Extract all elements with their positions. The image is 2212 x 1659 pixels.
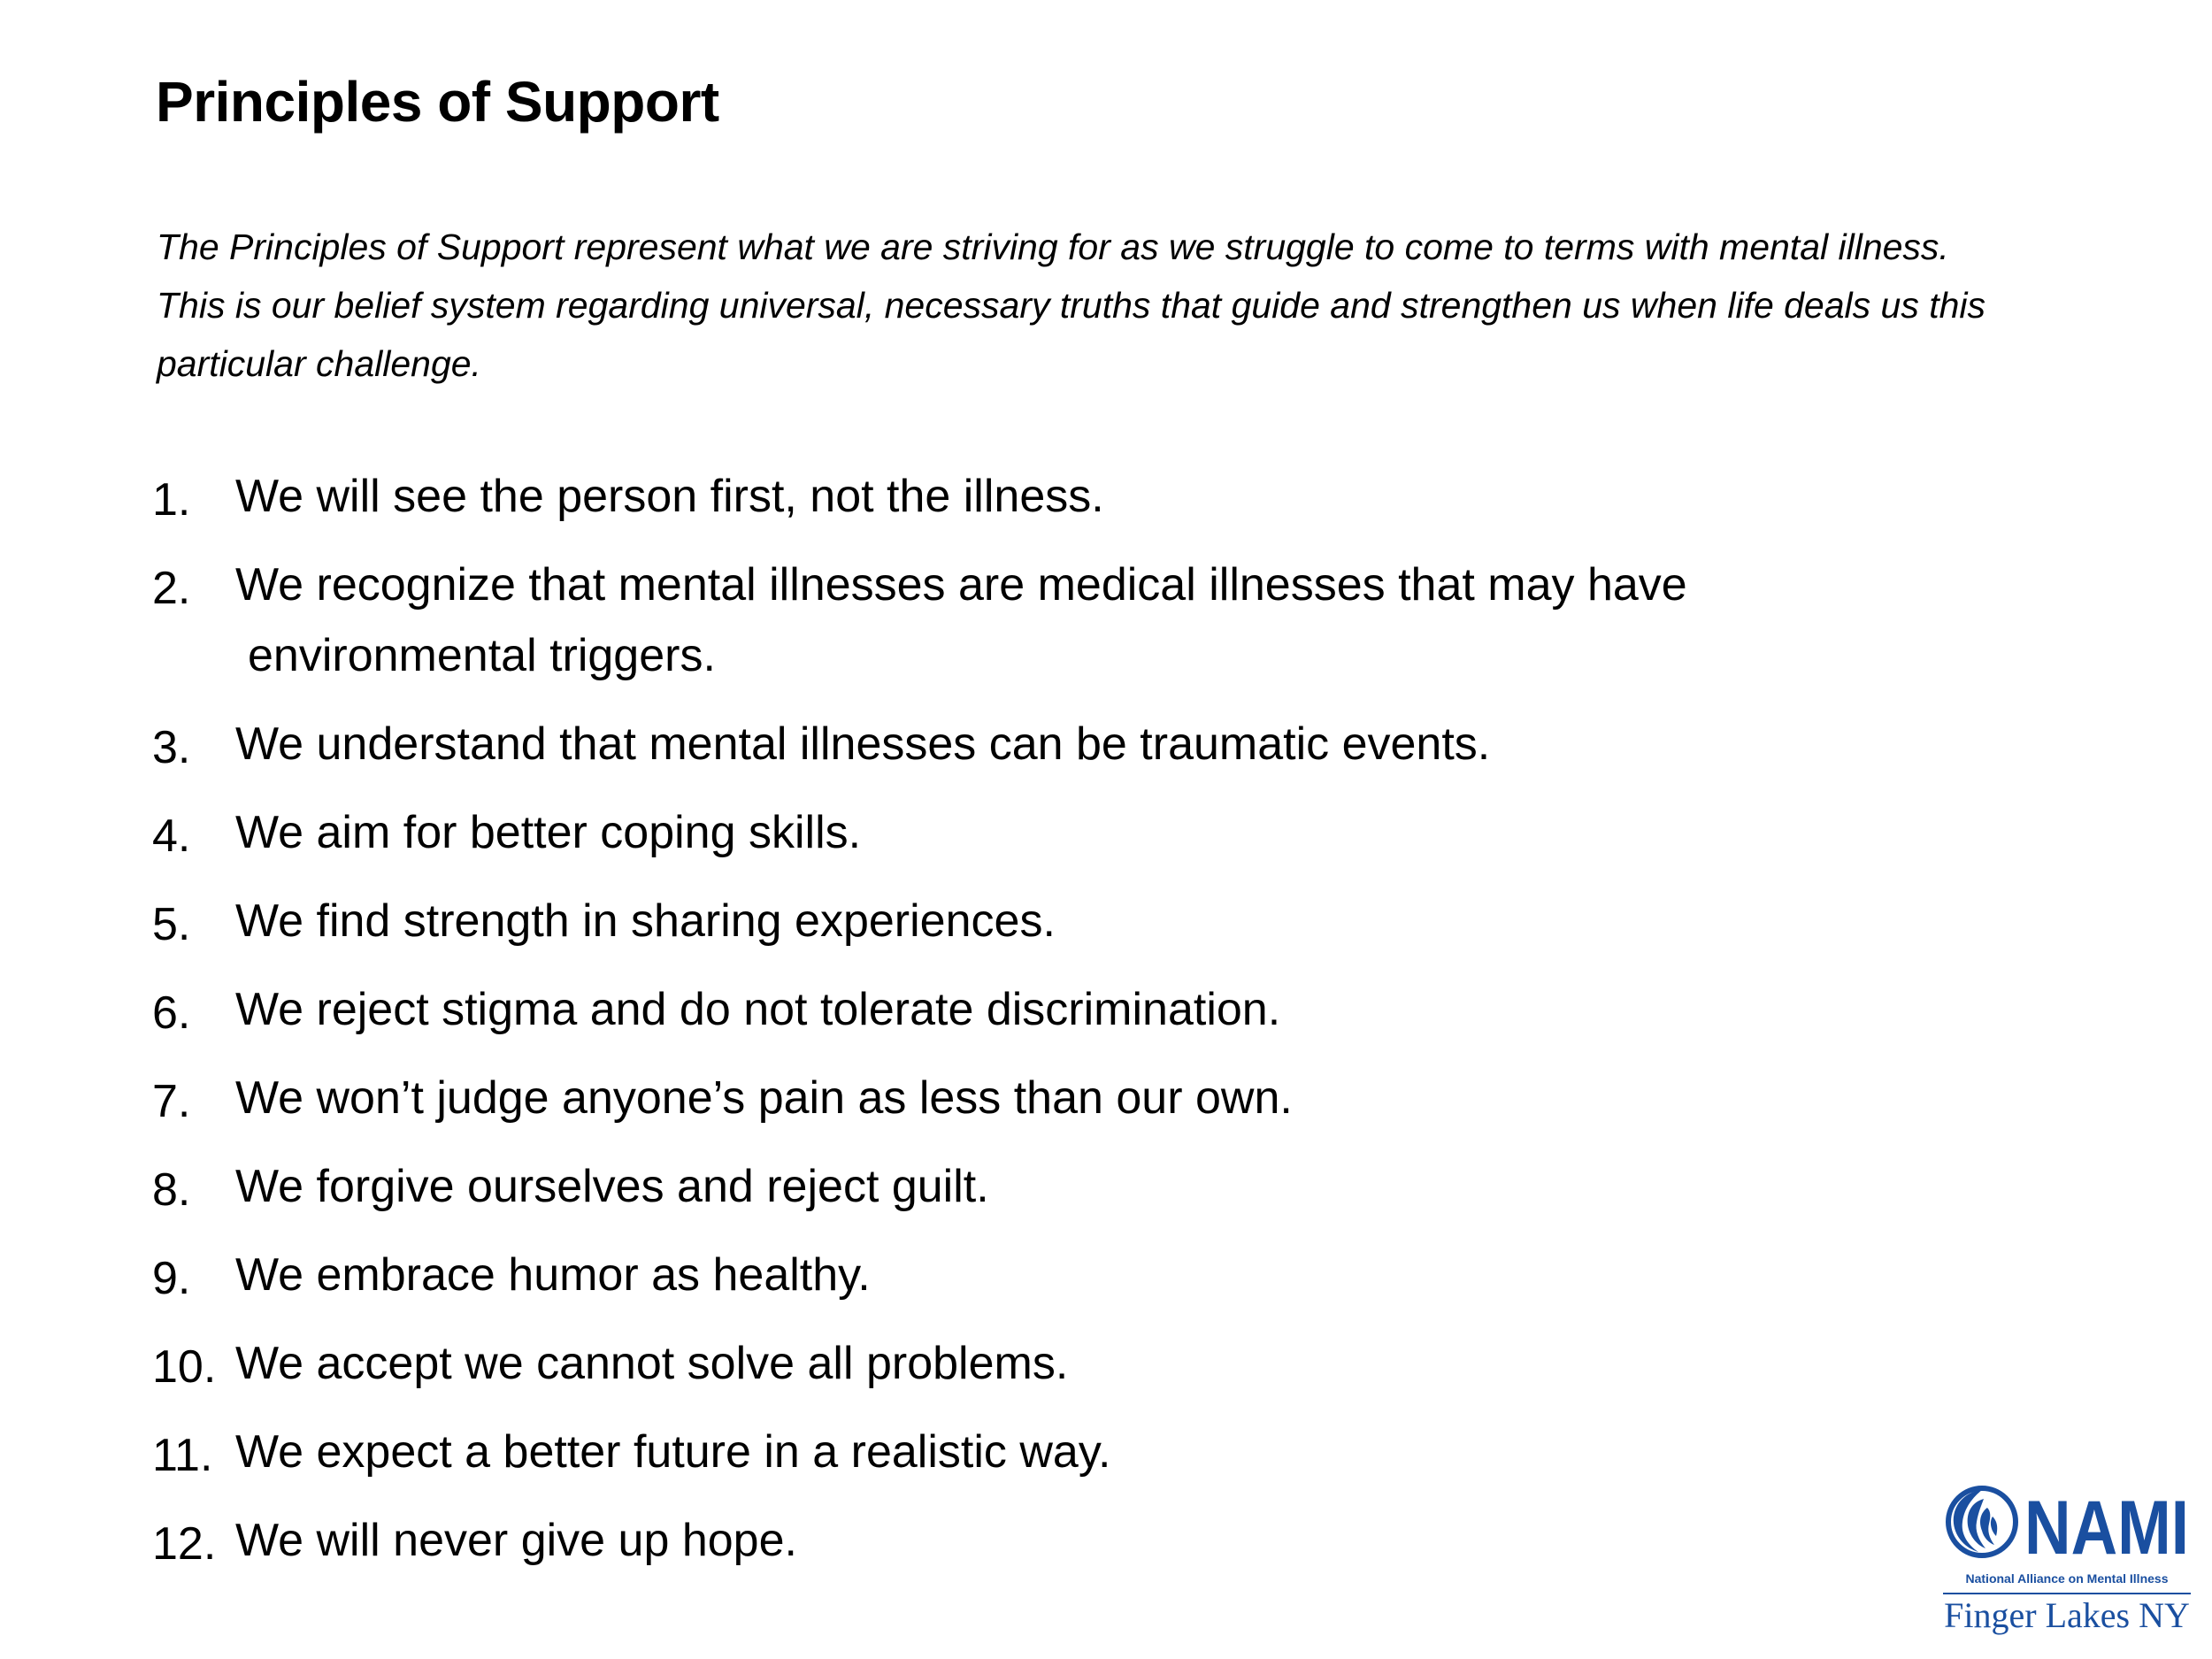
item-number: 1. — [152, 474, 191, 526]
item-number: 8. — [152, 1164, 191, 1216]
item-number: 7. — [152, 1076, 191, 1127]
item-number: 3. — [152, 722, 191, 773]
nami-logo — [1943, 1483, 2191, 1633]
intro-line: The Principles of Support represent what we are striving for as we struggle to come to terms with mental illness. — [157, 227, 1949, 267]
item-number: 6. — [152, 987, 191, 1039]
item-text: We accept we cannot solve all problems. — [235, 1338, 1069, 1389]
item-text-line: environmental triggers. — [248, 630, 716, 681]
item-text: We understand that mental illnesses can be traumatic events. — [235, 718, 1491, 770]
intro-line: particular challenge. — [157, 343, 481, 384]
page-title: Principles of Support — [156, 70, 719, 134]
nami-swirl-icon — [1943, 1483, 2191, 1571]
item-text: We won’t judge anyone’s pain as less than our own. — [235, 1072, 1293, 1124]
intro-line: This is our belief system regarding universal, necessary truths that guide and strengthen us when life deals us this — [157, 285, 1986, 326]
item-text: We will see the person first, not the illness. — [235, 471, 1104, 522]
item-text: We aim for better coping skills. — [235, 807, 862, 858]
logo-wordmark: NAMI — [2024, 1486, 2189, 1571]
item-number: 10. — [152, 1341, 217, 1393]
item-text: We find strength in sharing experiences. — [235, 895, 1056, 947]
logo-chapter-name: Finger Lakes NY — [1944, 1595, 2190, 1635]
item-number: 5. — [152, 899, 191, 950]
item-number: 2. — [152, 563, 191, 614]
item-text: We will never give up hope. — [235, 1515, 797, 1566]
item-text — [235, 549, 1687, 691]
item-number: 11. — [152, 1430, 213, 1481]
item-text-line: We recognize that mental illnesses are medical illnesses that may have — [235, 559, 1687, 611]
item-number: 4. — [152, 810, 191, 862]
item-number: 12. — [152, 1518, 217, 1570]
item-text: We forgive ourselves and reject guilt. — [235, 1161, 989, 1212]
item-text: We expect a better future in a realistic way. — [235, 1426, 1111, 1478]
logo-tagline: National Alliance on Mental Illness — [1965, 1571, 2169, 1586]
item-number: 9. — [152, 1253, 191, 1304]
item-text: We embrace humor as healthy. — [235, 1249, 871, 1301]
item-text: We reject stigma and do not tolerate discrimination. — [235, 984, 1281, 1035]
intro-paragraph — [157, 218, 2103, 393]
